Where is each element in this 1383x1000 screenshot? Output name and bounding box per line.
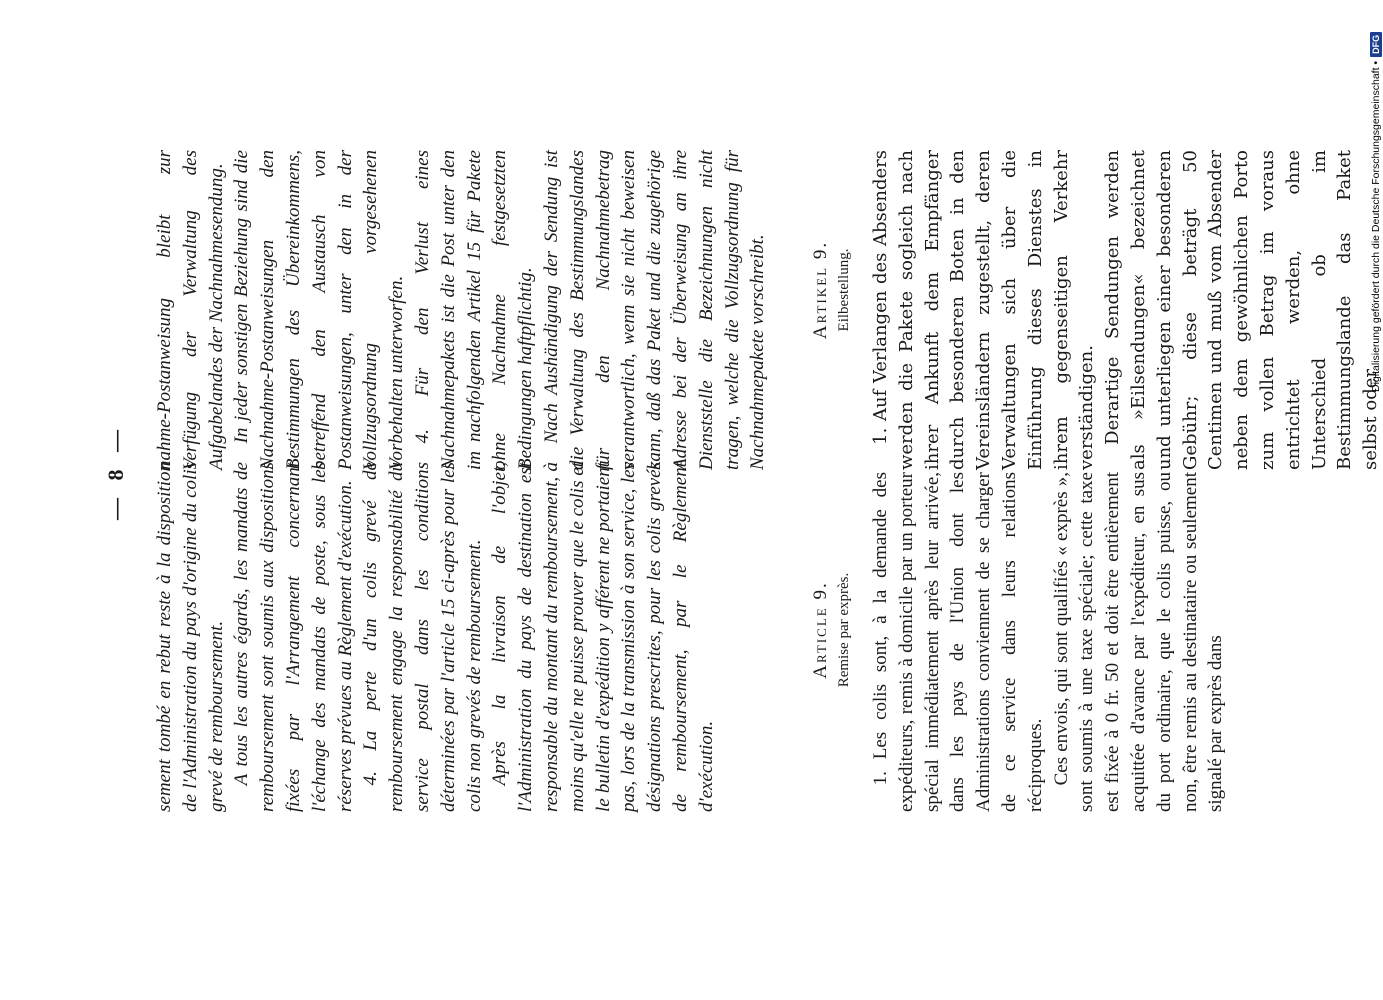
upper-french-column [152, 462, 720, 812]
lower-french-paragraph-1: 1. Les colis sont, à la demande des expéditeurs, remis à domicile par un porteur spécial immédiatement après leur arrivée, dans les pays de l'Union dont les Administrations conviennent de se charger de ce service dans leurs relations réciproques. [870, 472, 1046, 812]
page-number: — 8 — [103, 424, 128, 520]
lower-german-paragraph-2: Derartige Sendungen werden als »Eilsendungen« bezeichnet und unterliegen einer besonderen Gebühr; diese beträgt 50 Centimen und muß vom Absender neben dem gewöhnlichen Porto zum vollen Betrag im voraus entrichtet werden, ohne Unterschied ob im Bestimmungslande das Paket selbst oder [1102, 150, 1382, 470]
lower-german-column [868, 150, 1383, 470]
upper-german-paragraph-1: nahme-Postanweisung bleibt zur Verfügung der Verwaltung des Aufgabelandes der Nachnahmesendung. [154, 150, 227, 470]
upper-french-paragraph-4: Après la livraison de l'objet, l'Administration du pays de destination est responsable du montant du remboursement, à moins qu'elle ne puisse prouver que le colis et le bulletin d'expédition y afférent ne portaient pas, lors de la transmission à son service, les désignations prescrites, pour les colis grevés de remboursement, par le Règlement d'exécution. [489, 462, 717, 812]
upper-french-paragraph-2: A tous les autres égards, les mandats de remboursement sont soumis aux dispositions fixées par l'Arrangement concernant l'échange des mandats de poste, sous les réserves prévues au Règlement d'exécution. [231, 462, 356, 812]
lower-german-paragraph-1: 1. Auf Verlangen des Absenders werden die Pakete sogleich nach ihrer Ankunft dem Empfänger durch besonderen Boten in den Vereinsländern zugestellt, deren Verwaltungen sich über die Einführung dieses Dienstes in ihrem gegenseitigen Verkehr verständigen. [870, 150, 1098, 470]
dfg-logo: DFG [1370, 32, 1382, 57]
french-article-title: Article 9. [810, 581, 831, 679]
credit-text: Digitalisierung gefördert durch die Deutsche Forschungsgemeinschaft • [1370, 60, 1382, 392]
upper-french-paragraph-3: 4. La perte d'un colis grevé de remboursement engage la responsabilité du service postal dans les conditions déterminées par l'article 15 ci-après pour les colis non grevés de remboursement. [360, 462, 485, 812]
german-article-subtitle: Eilbestellung. [836, 248, 852, 332]
upper-german-column [152, 150, 771, 470]
french-article-heading [810, 520, 853, 740]
german-article-heading [810, 180, 853, 400]
german-article-title: Artikel 9. [810, 240, 831, 340]
upper-french-paragraph-1: sement tombé en rebut reste à la disposition de l'Administration du pays d'origine du colis grevé de remboursement. [154, 462, 227, 812]
upper-german-paragraph-3: 4. Für den Verlust eines Nachnahmepakets ist die Post unter den im nachfolgenden Artikel 15 für Pakete ohne Nachnahme festgesetzten Bedingungen haftpflichtig. [411, 150, 537, 470]
digitization-credit [1370, 32, 1382, 392]
upper-german-paragraph-4: Nach Aushändigung der Sendung ist die Verwaltung des Bestimmungslandes für den Nachnahmebetrag verantwortlich, wenn sie nicht beweisen kann, daß das Paket und die zugehörige Adresse bei der Überweisung an ihre Dienststelle die Bezeichnungen nicht tragen, welche die Vollzugsordnung für Nachnahmepakete vorschreibt. [540, 150, 769, 470]
french-article-subtitle: Remise par exprès. [836, 572, 852, 688]
lower-french-column [868, 472, 1229, 812]
upper-german-paragraph-2: In jeder sonstigen Beziehung sind die Nachnahme-Postanweisungen den Bestimmungen des Übereinkommens, betreffend den Austausch von Postanweisungen, unter den in der Vollzugsordnung vorgesehenen Vorbehalten unterworfen. [231, 150, 408, 470]
lower-french-paragraph-2: Ces envois, qui sont qualifiés « exprès », sont soumis à une taxe spéciale; cette taxe est fixée à 0 fr. 50 et doit être entièrement acquittée d'avance par l'expéditeur, en sus du port ordinaire, que le colis puisse, ou non, être remis au destinataire ou seulement signalé par exprès dans [1050, 472, 1227, 812]
